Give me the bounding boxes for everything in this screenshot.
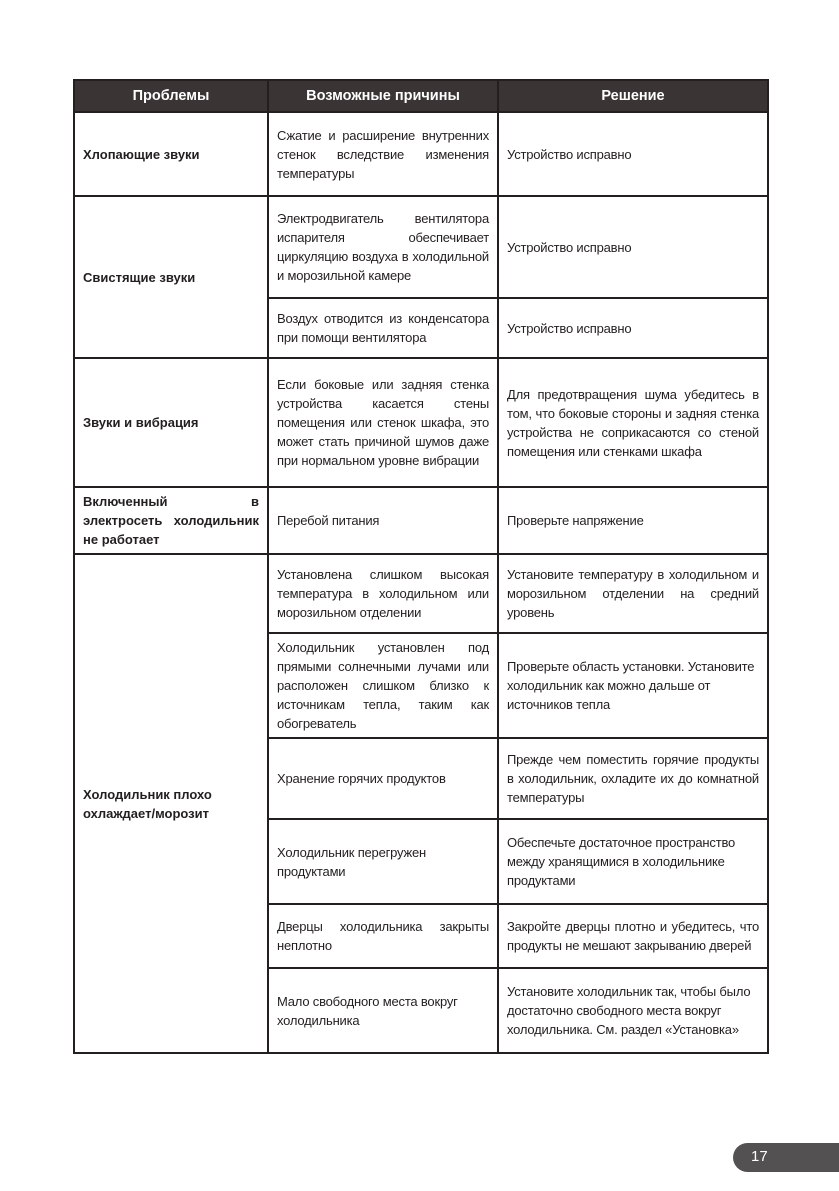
solution-cell: Проверьте напряжение (498, 487, 768, 554)
cause-cell: Воздух отводится из конденсатора при помощи вентилятора (268, 298, 498, 358)
cause-cell: Если боковые или задняя стенка устройства касается стены помещения или стенок шкафа, это может стать причиной шумов даже при нормальном уровне вибрации (268, 358, 498, 487)
solution-cell: Установите температуру в холодильном и морозильном отделении на средний уровень (498, 554, 768, 633)
cause-cell: Хранение горячих продуктов (268, 738, 498, 819)
table-row (74, 112, 768, 196)
solution-cell: Обеспечьте достаточное пространство между хранящимися в холодильнике продуктами (498, 819, 768, 904)
solution-cell: Для предотвращения шума убедитесь в том, что боковые стороны и задняя стенка устройства не соприкасаются со стеной помещения или стенками шкафа (498, 358, 768, 487)
cause-cell: Дверцы холодильника закрыты неплотно (268, 904, 498, 968)
troubleshooting-table (73, 79, 769, 1054)
problem-cell: Свистящие звуки (74, 196, 268, 358)
cause-cell: Электродвигатель вентилятора испарителя обеспечивает циркуляцию воздуха в холодильной и морозильной камере (268, 196, 498, 298)
page-number: 17 (751, 1148, 768, 1165)
table-row (74, 487, 768, 554)
table-header (74, 80, 768, 112)
cause-cell: Сжатие и расширение внутренних стенок вследствие изменения температуры (268, 112, 498, 196)
solution-cell: Устройство исправно (498, 112, 768, 196)
problem-cell: Холодильник плохо охлаждает/морозит (74, 554, 268, 1053)
solution-cell: Устройство исправно (498, 298, 768, 358)
solution-cell: Прежде чем поместить горячие продукты в холодильник, охладите их до комнатной температуры (498, 738, 768, 819)
header-solution: Решение (498, 80, 768, 112)
solution-cell: Закройте дверцы плотно и убедитесь, что продукты не мешают закрыванию дверей (498, 904, 768, 968)
table-row (74, 554, 768, 633)
header-causes: Возможные причины (268, 80, 498, 112)
table-row (74, 358, 768, 487)
page-number-badge (733, 1143, 839, 1172)
problem-cell: Включенный в электросеть холодильник не работает (74, 487, 268, 554)
cause-cell: Холодильник перегружен продуктами (268, 819, 498, 904)
cause-cell: Холодильник установлен под прямыми солнечными лучами или расположен слишком близко к источникам тепла, таким как обогреватель (268, 633, 498, 738)
cause-cell: Установлена слишком высокая температура в холодильном или морозильном отделении (268, 554, 498, 633)
table-row (74, 196, 768, 298)
solution-cell: Проверьте область установки. Установите холодильник как можно дальше от источников тепла (498, 633, 768, 738)
problem-cell: Звуки и вибрация (74, 358, 268, 487)
cause-cell: Перебой питания (268, 487, 498, 554)
cause-cell: Мало свободного места вокруг холодильника (268, 968, 498, 1053)
solution-cell: Установите холодильник так, чтобы было достаточно свободного места вокруг холодильника. См. раздел «Установка» (498, 968, 768, 1053)
header-problems: Проблемы (74, 80, 268, 112)
solution-cell: Устройство исправно (498, 196, 768, 298)
problem-cell: Хлопающие звуки (74, 112, 268, 196)
